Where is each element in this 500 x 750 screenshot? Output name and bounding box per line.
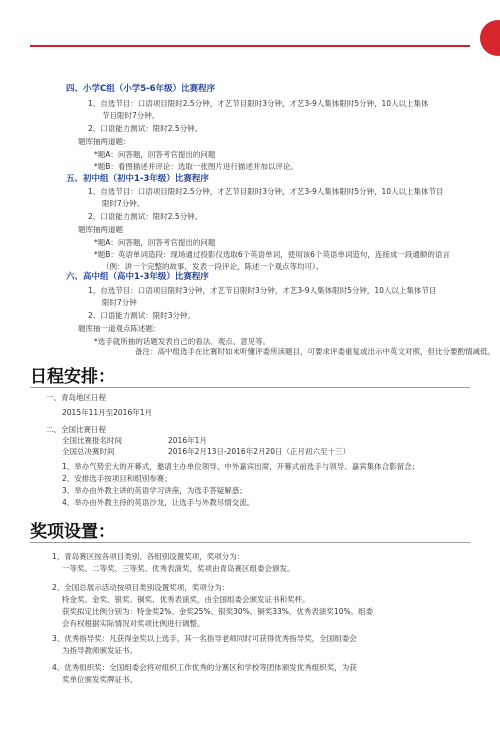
awards-a2b: 特金奖、金奖、银奖、铜奖、优秀表演奖，由全国组委会颁发证书和奖杯。 [62,595,310,604]
group-d-line1: 1、自选节目：口语项目限时2.5分钟，才艺节目限时3分钟，才艺3-9人集体限时5分钟，10人以上集体节目 [88,187,444,196]
group-c-heading: 四、小学C组（小学5-6年级）比赛程序 [66,84,216,94]
header-divider [30,45,470,47]
awards-divider [30,542,470,543]
schedule-b3: 3、举办由外教主讲的英语学习讲座，为选手答疑解惑； [62,486,247,495]
schedule-b1: 1、举办气势宏大的开幕式，邀请主办单位领导、中外嘉宾出席，开幕式前选手与领导、嘉宾集体合影留念； [62,462,420,471]
group-d-line2: 2、口语能力测试：限时2.5分钟。 [88,212,203,221]
schedule-row1-key: 全国比赛报名时间 [62,436,122,445]
schedule-title: 日程安排： [30,367,115,387]
group-d-qa: *题A：问答题，回答考官提出的问题 [94,238,216,247]
group-c-qb: *题B：看图描述并评论：选取一张图片进行描述并加以评论。 [94,162,298,171]
group-e-line1: 1、自选节目：口语项目限时3分钟，才艺节目限时3分钟，才艺3-9人集体限时5分钟，10人以上集体节目 [88,286,437,295]
awards-a3: 3、优秀指导奖：凡获得金奖以上选手，其一名指导老师同时可获得优秀指导奖，全国组委会 [52,634,357,643]
schedule-b4: 4、举办由外教主持的英语沙龙，让选手与外教尽情交流。 [62,498,255,507]
group-c-line2: 2、口语能力测试：限时2.5分钟。 [88,124,203,133]
awards-a4: 4、优秀组织奖：全国组委会将对组织工作优秀的分赛区和学校等团体颁发优秀组织奖，为获 [52,663,357,672]
awards-a1b: 一等奖、二等奖、三等奖、优秀表演奖，奖项由青岛赛区组委会颁发。 [62,564,295,573]
group-e-pool: 题库抽一道观点陈述题： [78,324,161,333]
remark: 备注：高中组选手在比赛时如未听懂评委所读题目，可要求评委重复或出示中英文对照，但比分要酌情减低。 [135,347,495,356]
group-d-heading: 五、初中组（初中1-3年级）比赛程序 [66,174,209,184]
group-d-qb2: （例：讲一个完整的故事，发表一段评论，陈述一个观点等均可）。 [102,262,324,271]
brand-logo [480,20,500,56]
group-c-pool: 题库抽两道题： [78,137,131,146]
group-e-qa: *选手就所抽的话题发表自己的看法、观点、意见等。 [94,337,271,346]
group-e-line2: 2、口语能力测试：限时3分钟。 [88,311,196,320]
schedule-row2-key: 全国总决赛时间 [62,447,115,456]
group-d-qb: *题B：英语单词造段：现场通过投影仪选取6个英语单词，使用该6个英语单词造句，连接成一段通顺的语言 [94,250,450,259]
awards-a2c: 获奖拟定比例分别为：特金奖2%、金奖25%、银奖30%、铜奖33%、优秀表演奖10%。组委 [62,607,374,616]
group-c-line1: 1、自选节目：口语项目限时2.5分钟，才艺节目限时3分钟，才艺3-9人集体限时5分钟，10人以上集体 [88,99,429,108]
schedule-row1-val: 2016年1月 [168,436,207,445]
awards-a4b: 奖单位颁发奖牌证书。 [62,675,137,684]
group-d-line1b: 限时7分钟。 [102,199,145,208]
awards-a2d: 会有权根据实际情况对奖项比例进行调整。 [62,619,205,628]
schedule-s1-date: 2015年11月至2016年1月 [62,408,152,417]
group-d-pool: 题库抽两道题 [78,225,123,234]
group-e-line1b: 限时7分钟 [102,298,137,307]
schedule-s1: 一、青岛地区日程 [46,393,106,402]
awards-title: 奖项设置： [30,522,115,542]
schedule-b2: 2、安排选手按项目和组别参赛； [62,474,172,483]
group-c-qa: *题A：问答题，回答考官提出的问题 [94,150,216,159]
schedule-s2: 二、全国比赛日程 [46,425,106,434]
awards-a1: 1、青岛赛区按各项目类别、各组别设置奖项，奖项分为： [52,552,245,561]
group-e-heading: 六、高中组（高中1-3年级）比赛程序 [66,272,209,282]
group-c-line1b: 节目限时7分钟。 [102,111,160,120]
awards-a2: 2、全国总展示活动按项目类别设置奖项，奖项分为： [52,583,230,592]
schedule-row2-val: 2016年2月13日-2016年2月20日（正月初六至十三） [168,447,351,456]
schedule-divider [30,387,470,388]
awards-a3b: 为指导教师颁发证书。 [62,646,137,655]
